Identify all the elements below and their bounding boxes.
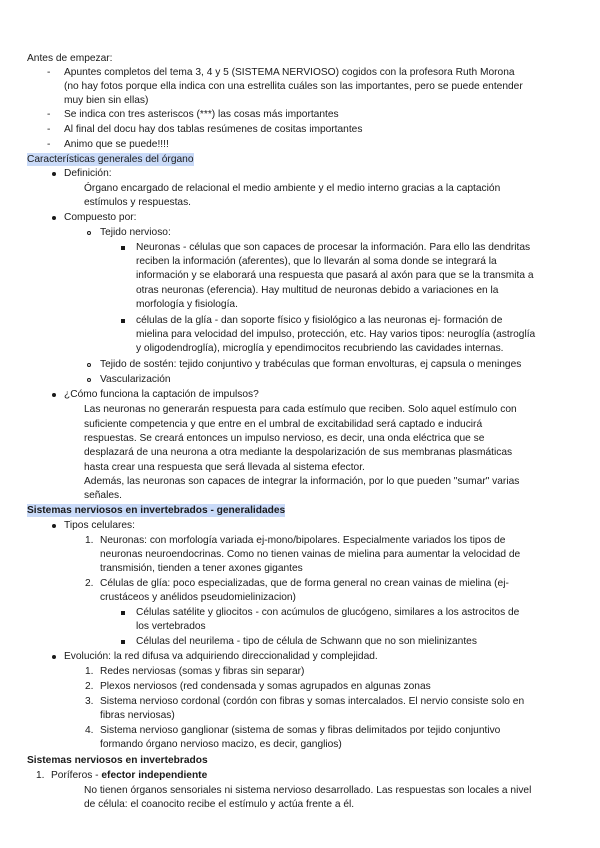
list-number: 2.	[85, 578, 94, 589]
bullet-square-icon	[121, 611, 125, 615]
section-title-generalidades: Sistemas nerviosos en invertebrados - generalidades	[27, 505, 286, 516]
compuesto-label: Compuesto por:	[64, 212, 137, 223]
tejido-sosten: Tejido de sostén: tejido conjuntivo y trabéculas que forman envolturas, ej capsula o meninges	[100, 359, 522, 370]
poriferos-line-2: de célula: el coanocito recibe el estímulo y actúa frente a él.	[84, 799, 355, 810]
glia-line-2: mielina para velocidad del impulso, protección, etc. Hay varios tipos: neuroglía (astroglía	[136, 329, 536, 340]
neuronas-line-5: morfología y fisiología.	[136, 299, 238, 310]
neuronas-line-1: Neuronas - células que son capaces de procesar la información. Para ello las dendritas	[136, 242, 531, 253]
como-line-6: Además, las neuronas son capaces de integrar la información, por lo que pueden "sumar" varias	[84, 476, 520, 487]
evolucion-2: Plexos nerviosos (red condensada y somas agrupados en algunas zonas	[100, 681, 431, 692]
como-line-5: hasta crear una respuesta que será llevada al sistema efector.	[84, 462, 365, 473]
list-number: 3.	[85, 696, 94, 707]
bullet-square-icon	[121, 640, 125, 644]
evolucion-3-line-1: Sistema nervioso cordonal (cordón con fibras y somas intercalados. El nervio consiste solo en	[100, 696, 525, 707]
bullet-circle-icon	[87, 231, 91, 235]
tipo-glia-line-1: Células de glía: poco especializadas, que de forma general no crean vainas de mielina (ej-	[100, 578, 509, 589]
intro-item-1-line-3: muy bien sin ellas)	[64, 95, 149, 106]
dash-marker: -	[47, 124, 51, 135]
glia-neurilema: Células del neurilema - tipo de célula de Schwann que no son mielinizantes	[136, 636, 477, 647]
como-line-1: Las neuronas no generarán respuesta para cada estímulo que reciben. Solo aquel estímulo con	[84, 404, 517, 415]
evolucion-1: Redes nerviosas (somas y fibras sin separar)	[100, 666, 305, 677]
neuronas-line-2: reciben la información (aferentes), que lo llevarán al soma donde se integrará la	[136, 256, 497, 267]
bullet-dot-icon	[52, 524, 56, 528]
intro-item-3: Al final del docu hay dos tablas resúmenes de cositas importantes	[64, 124, 363, 135]
poriferos-bold: efector independiente	[101, 770, 208, 781]
evolucion-4-line-1: Sistema nervioso ganglionar (sistema de somas y fibras delimitados por tejido conjuntivo	[100, 725, 501, 736]
glia-line-3: y oligodendroglía), microglía y ependimocitos recubriendo las cavidades internas.	[136, 343, 504, 354]
glia-line-1: células de la glía - dan soporte físico y fisiológico a las neuronas ej- formación de	[136, 315, 503, 326]
dash-marker: -	[47, 139, 51, 150]
definicion-line-2: estímulos y respuestas.	[84, 197, 192, 208]
tejido-nervioso-label: Tejido nervioso:	[100, 227, 171, 238]
tipos-celulares-label: Tipos celulares:	[64, 520, 135, 531]
definicion-line-1: Órgano encargado de relacional el medio ambiente y el medio interno gracias a la captación	[84, 183, 501, 194]
intro-item-4: Animo que se puede!!!!	[64, 139, 169, 150]
section-title-invertebrados: Sistemas nerviosos en invertebrados	[27, 755, 208, 766]
glia-satelite-line-1: Células satélite y gliocitos - con acúmulos de glucógeno, similares a los astrocitos de	[136, 607, 520, 618]
tipo-neuronas-line-2: neuronas neuroendocrinas. Como no tienen vainas de mielina para aumentar la velocidad de	[100, 549, 521, 560]
bullet-dot-icon	[52, 172, 56, 176]
bullet-dot-icon	[52, 655, 56, 659]
como-line-4: desplazará de una neurona a otra mediante la despolarización de sus membranas plasmáticas	[84, 447, 513, 458]
bullet-square-icon	[121, 246, 125, 250]
list-number: 1.	[85, 535, 94, 546]
bullet-circle-icon	[87, 363, 91, 367]
list-number: 1.	[36, 770, 45, 781]
dash-marker: -	[47, 109, 51, 120]
glia-satelite-line-2: los vertebrados	[136, 621, 206, 632]
intro-item-2: Se indica con tres asteriscos (***) las cosas más importantes	[64, 109, 339, 120]
tipo-neuronas-line-3: transmisión, tienden a tener axones gigantes	[100, 563, 303, 574]
dash-marker: -	[47, 67, 51, 78]
neuronas-line-4: otras neuronas (eferencia). Hay multitud de neuronas debido a variaciones en la	[136, 285, 499, 296]
poriferos-heading	[51, 769, 207, 782]
bullet-square-icon	[121, 319, 125, 323]
evolucion-3-line-2: fibras nerviosas)	[100, 710, 175, 721]
evolucion-4-line-2: formando órgano nervioso macizo, es decir, ganglios)	[100, 739, 342, 750]
definicion-label: Definición:	[64, 168, 112, 179]
section-title-caracteristicas: Características generales del órgano	[27, 154, 194, 165]
bullet-circle-icon	[87, 378, 91, 382]
tipo-neuronas-line-1: Neuronas: con morfología variada ej-mono/bipolares. Especialmente variados los tipos de	[100, 535, 506, 546]
poriferos-label: Poríferos -	[51, 770, 102, 781]
intro-heading: Antes de empezar:	[27, 53, 113, 64]
como-line-2: suficiente competencia y que entre en el umbral de excitabilidad será captado e inducirá	[84, 419, 483, 430]
list-number: 1.	[85, 666, 94, 677]
list-number: 4.	[85, 725, 94, 736]
como-line-3: respuestas. Se creará entonces un impulso nervioso, es decir, una onda eléctrica que se	[84, 433, 485, 444]
bullet-dot-icon	[52, 393, 56, 397]
como-funciona-label: ¿Cómo funciona la captación de impulsos?	[64, 389, 259, 400]
vascularizacion: Vascularización	[100, 374, 171, 385]
bullet-dot-icon	[52, 216, 56, 220]
como-line-7: señales.	[84, 490, 122, 501]
intro-item-1-line-1: Apuntes completos del tema 3, 4 y 5 (SISTEMA NERVIOSO) cogidos con la profesora Ruth Morona	[64, 67, 515, 78]
list-number: 2.	[85, 681, 94, 692]
poriferos-line-1: No tienen órganos sensoriales ni sistema nervioso desarrollado. Las respuestas son locales a nivel	[84, 785, 532, 796]
evolucion-label: Evolución: la red difusa va adquiriendo direccionalidad y complejidad.	[64, 651, 378, 662]
intro-item-1-line-2: (no hay fotos porque ella indica con una estrellita cuáles son las importantes, pero se puede entender	[64, 81, 523, 92]
neuronas-line-3: información y se elaborará una respuesta que pasará al axón para que se la transmita a	[136, 270, 534, 281]
tipo-glia-line-2: crustáceos y anélidos pseudomielinizacion)	[100, 592, 296, 603]
